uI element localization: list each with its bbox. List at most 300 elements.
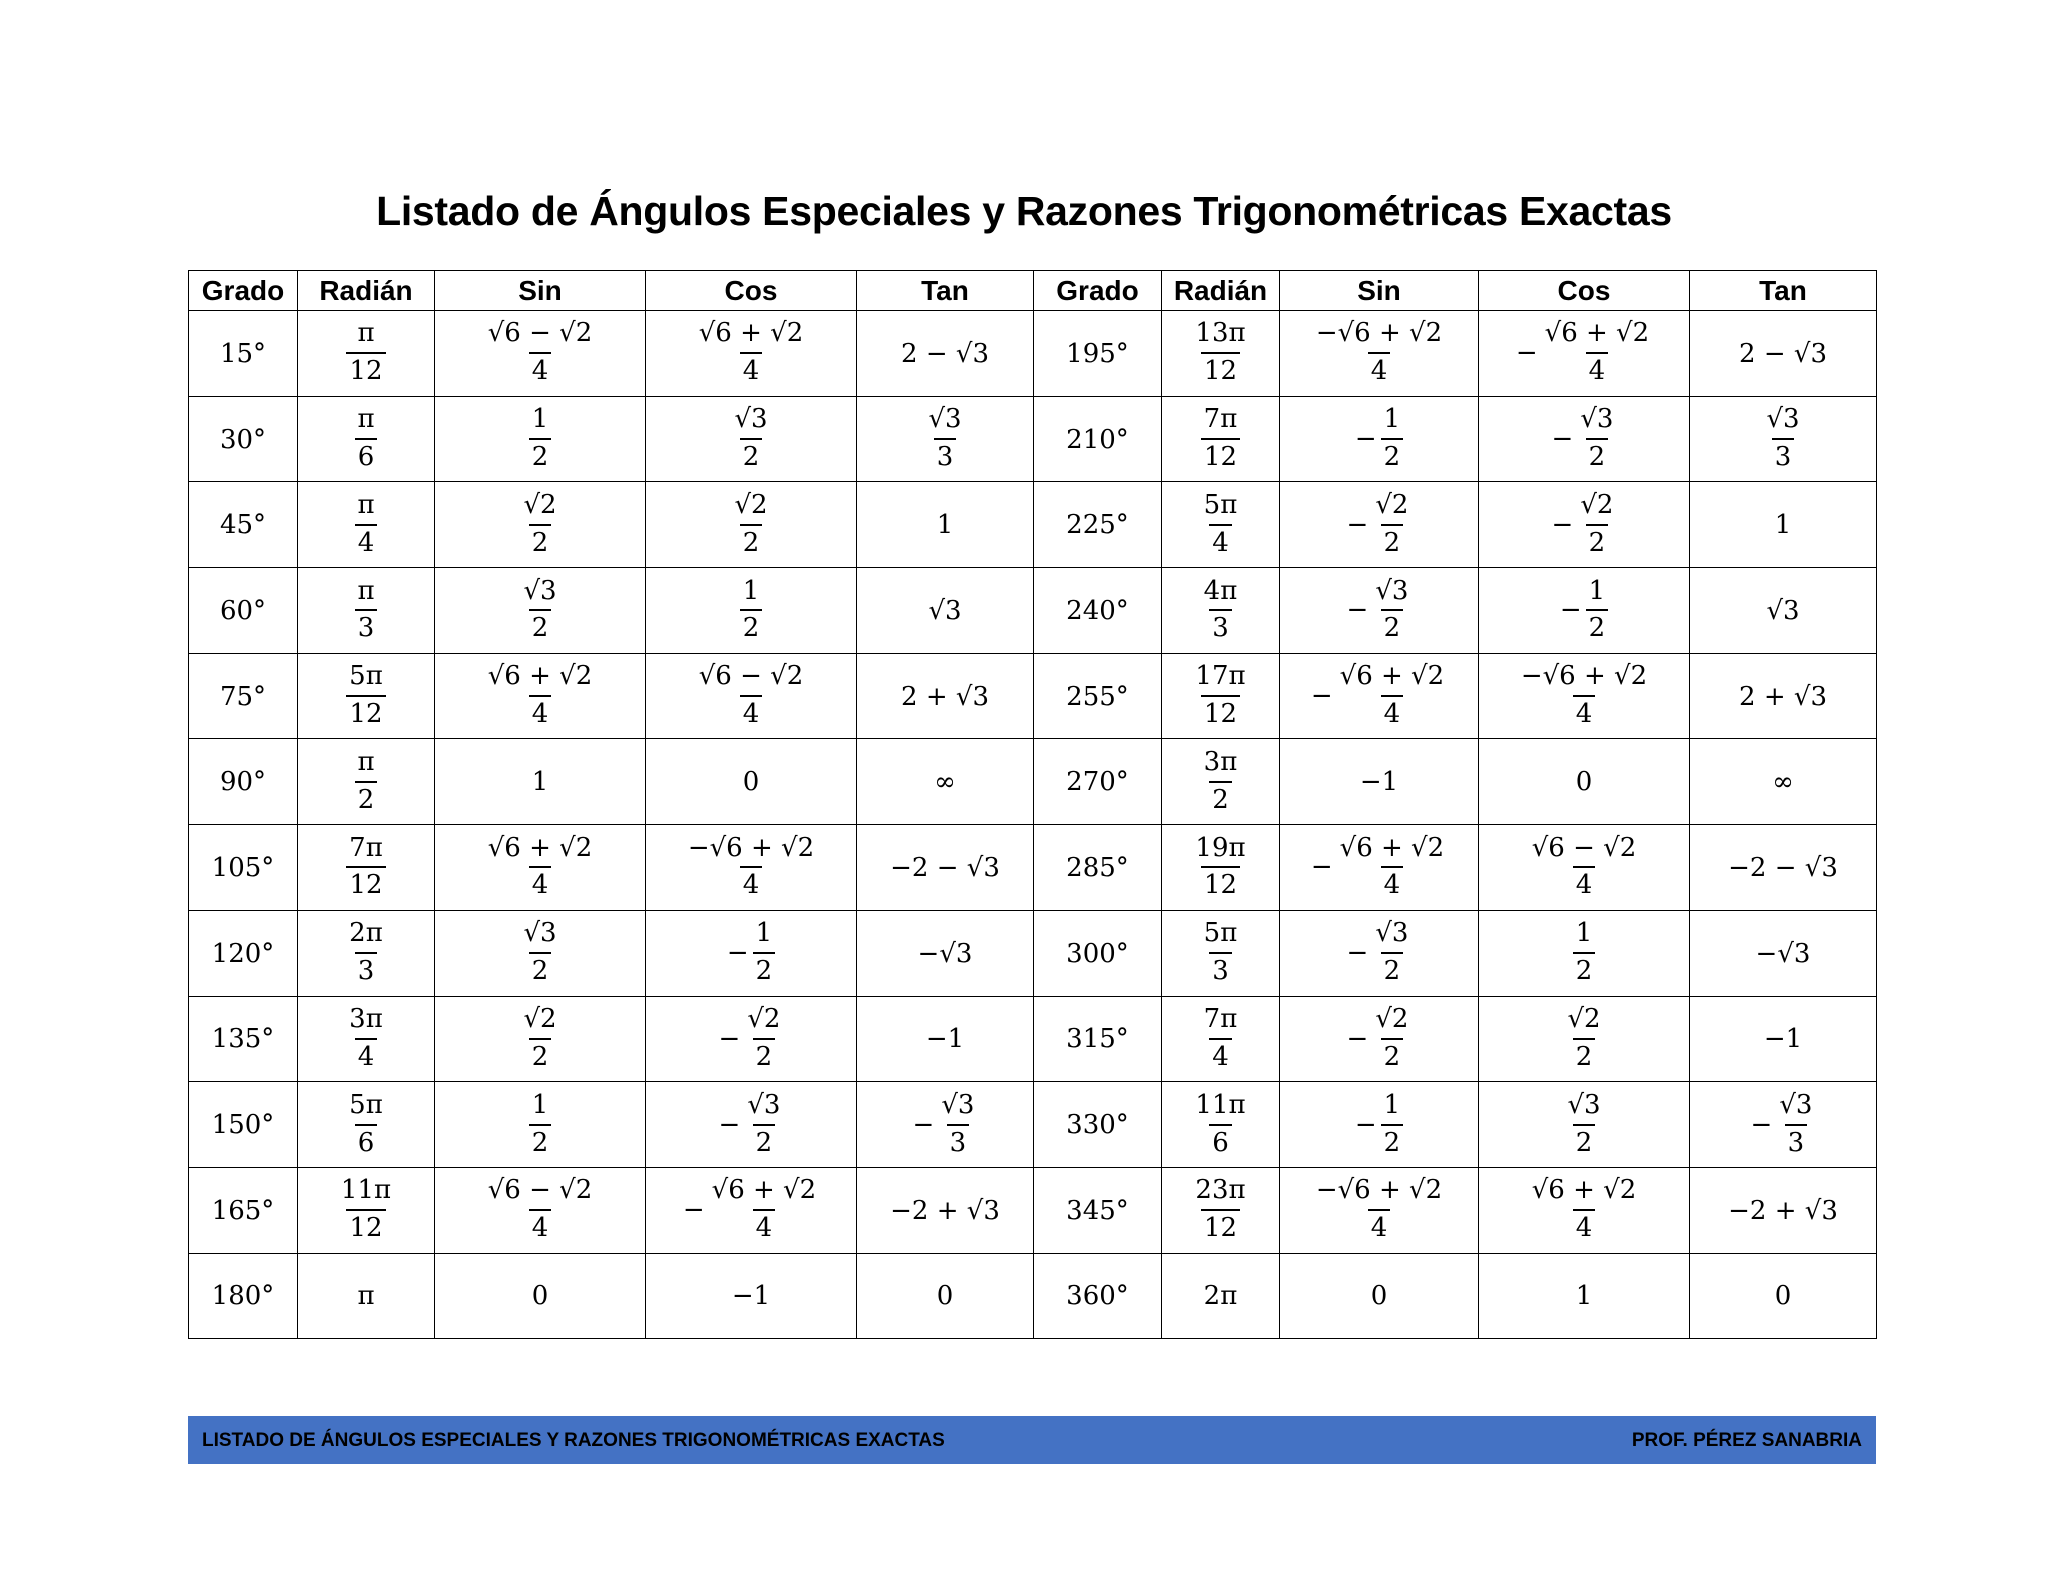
value-text: 120°: [211, 938, 275, 969]
cell-value: [346, 318, 385, 387]
denominator: 2: [529, 1124, 552, 1159]
cell-value: [212, 1280, 275, 1310]
fraction: [520, 491, 559, 559]
denominator: 6: [355, 438, 378, 473]
numerator: 1: [1588, 575, 1606, 606]
value-text: 0: [1370, 1281, 1388, 1312]
table-cell: [646, 996, 857, 1082]
value-text: 30°: [219, 424, 267, 455]
fraction: [354, 748, 377, 816]
table-cell: [1034, 910, 1162, 996]
numerator: √6 + √2: [1339, 661, 1445, 692]
fraction: [529, 1091, 552, 1159]
fraction: [520, 577, 559, 645]
numerator: 5π: [349, 1089, 383, 1120]
numerator: −√6 + √2: [1315, 318, 1443, 349]
denominator: 2: [1381, 1124, 1404, 1159]
cell-value: [912, 1089, 978, 1158]
denominator: 4: [529, 695, 552, 730]
cell-value: [1739, 681, 1827, 711]
numerator: √6 − √2: [487, 1175, 593, 1206]
cell-value: [1529, 832, 1640, 901]
table-cell: [1034, 739, 1162, 825]
cell-value: [726, 918, 775, 987]
cell-value: [529, 1089, 552, 1158]
denominator: 3: [934, 438, 957, 473]
denominator: 2: [529, 524, 552, 559]
minus-sign: −: [1346, 938, 1369, 969]
table-cell: [298, 1167, 435, 1253]
fraction: [346, 319, 385, 387]
denominator: 2: [753, 1038, 776, 1073]
denominator: 2: [1573, 952, 1596, 987]
fraction: [346, 1005, 386, 1073]
fraction: [1192, 834, 1248, 902]
cell-value: [682, 1175, 819, 1244]
table-cell: [857, 1082, 1034, 1168]
denominator: 2: [1573, 1124, 1596, 1159]
numerator: √6 + √2: [1531, 1175, 1637, 1206]
table-cell: [1690, 739, 1877, 825]
value-text: 2 − √3: [901, 338, 989, 369]
table-cell: [1479, 1167, 1690, 1253]
cell-value: [212, 1023, 275, 1053]
denominator: 2: [1381, 438, 1404, 473]
table-cell: [1479, 396, 1690, 482]
table-cell: [1479, 568, 1690, 654]
table-cell: [1162, 910, 1280, 996]
cell-value: [1066, 1280, 1129, 1310]
table-cell: [857, 396, 1034, 482]
page-title: Listado de Ángulos Especiales y Razones Trigonométricas Exactas: [376, 188, 1672, 234]
cell-value: [937, 1280, 954, 1310]
table-cell: [189, 568, 298, 654]
fraction: [1372, 1005, 1411, 1073]
fraction: [1372, 919, 1411, 987]
table-cell: [298, 739, 435, 825]
table-cell: [1162, 482, 1280, 568]
value-text: 210°: [1066, 424, 1129, 455]
table-cell: [646, 825, 857, 911]
header-cell: Cos: [646, 271, 857, 311]
cell-value: [1313, 318, 1445, 387]
cell-value: [354, 489, 377, 558]
denominator: 2: [1573, 1038, 1596, 1073]
denominator: 2: [753, 952, 776, 987]
table-cell: [189, 311, 298, 397]
value-text: 300°: [1066, 938, 1129, 969]
fraction: [1542, 319, 1653, 387]
cell-value: [1066, 338, 1129, 368]
cell-value: [1066, 1195, 1129, 1225]
table-cell: [857, 482, 1034, 568]
minus-sign: −: [718, 1109, 741, 1140]
table-cell: [1479, 739, 1690, 825]
denominator: 4: [1381, 866, 1404, 901]
fraction: [1577, 405, 1616, 473]
value-text: 0: [1774, 1281, 1792, 1312]
numerator: π: [357, 575, 375, 606]
fraction: [1586, 577, 1609, 645]
table-cell: [1280, 996, 1479, 1082]
fraction: [1337, 834, 1448, 902]
table-cell: [1034, 996, 1162, 1082]
cell-value: [354, 575, 377, 644]
cell-value: [1756, 938, 1811, 968]
cell-value: [485, 1175, 596, 1244]
table-cell: [1034, 825, 1162, 911]
numerator: √3: [734, 404, 768, 435]
fraction: [485, 1176, 596, 1244]
cell-value: [1573, 918, 1596, 987]
table-cell: [189, 1253, 298, 1339]
table-cell: [646, 568, 857, 654]
value-text: 315°: [1066, 1024, 1129, 1055]
header-cell: Radián: [1162, 271, 1280, 311]
fraction: [685, 834, 817, 902]
denominator: 2: [529, 609, 552, 644]
header-cell: Tan: [857, 271, 1034, 311]
table-cell: [1162, 311, 1280, 397]
cell-value: [1564, 1089, 1603, 1158]
fraction: [1313, 1176, 1445, 1244]
table-cell: [1280, 653, 1479, 739]
numerator: 3π: [1203, 746, 1238, 777]
table-cell: [435, 825, 646, 911]
numerator: 3π: [349, 1003, 383, 1034]
value-text: 15°: [219, 338, 267, 369]
cell-value: [718, 1089, 784, 1158]
denominator: 6: [355, 1124, 378, 1159]
fraction: [346, 1091, 386, 1159]
cell-value: [220, 424, 266, 454]
numerator: 13π: [1195, 318, 1246, 349]
cell-value: [1576, 1280, 1593, 1310]
value-text: 0: [1575, 767, 1593, 798]
numerator: 1: [1383, 404, 1401, 435]
table-cell: [857, 996, 1034, 1082]
table-cell: [1162, 1253, 1280, 1339]
table-row: [189, 1167, 1877, 1253]
table-cell: [435, 1082, 646, 1168]
numerator: 1: [1383, 1089, 1401, 1120]
cell-value: [934, 766, 956, 796]
numerator: √6 + √2: [487, 832, 593, 863]
cell-value: [1763, 404, 1802, 473]
table-cell: [1162, 396, 1280, 482]
table-cell: [1280, 910, 1479, 996]
fraction: [485, 834, 596, 902]
table-cell: [1034, 396, 1162, 482]
numerator: 1: [755, 918, 773, 949]
cell-value: [1066, 938, 1129, 968]
numerator: π: [357, 318, 375, 349]
cell-value: [1310, 661, 1447, 730]
cell-value: [520, 489, 559, 558]
fraction: [1192, 319, 1248, 387]
numerator: 1: [531, 1089, 549, 1120]
fraction: [731, 405, 770, 473]
table-cell: [1479, 653, 1690, 739]
denominator: 12: [346, 695, 385, 730]
cell-value: [1559, 575, 1608, 644]
table-cell: [1280, 396, 1479, 482]
fraction: [1381, 1091, 1404, 1159]
table-cell: [1034, 311, 1162, 397]
fraction: [338, 1176, 394, 1244]
cell-value: [354, 746, 377, 815]
numerator: √3: [1567, 1089, 1601, 1120]
table-cell: [298, 1253, 435, 1339]
table-cell: [1479, 311, 1690, 397]
fraction: [740, 577, 763, 645]
table-cell: [1280, 825, 1479, 911]
minus-sign: −: [1551, 509, 1574, 540]
denominator: 3: [1209, 952, 1232, 987]
table-cell: [646, 653, 857, 739]
table-cell: [1690, 482, 1877, 568]
cell-value: [1728, 852, 1838, 882]
minus-sign: −: [1346, 509, 1369, 540]
cell-value: [1310, 832, 1447, 901]
table-cell: [1280, 739, 1479, 825]
cell-value: [1066, 852, 1129, 882]
fraction: [1201, 577, 1241, 645]
cell-value: [1518, 661, 1650, 730]
minus-sign: −: [682, 1195, 705, 1226]
numerator: 19π: [1195, 832, 1246, 863]
cell-value: [1066, 509, 1129, 539]
minus-sign: −: [912, 1109, 935, 1140]
table-cell: [435, 1167, 646, 1253]
cell-value: [1066, 595, 1129, 625]
table-cell: [1280, 568, 1479, 654]
value-text: 360°: [1066, 1281, 1129, 1312]
fraction: [1192, 1091, 1248, 1159]
fraction: [1201, 491, 1241, 559]
numerator: √3: [523, 575, 557, 606]
fraction: [1529, 834, 1640, 902]
table-cell: [1034, 1253, 1162, 1339]
cell-value: [731, 489, 770, 558]
table-cell: [189, 1082, 298, 1168]
table-cell: [189, 1167, 298, 1253]
numerator: √6 + √2: [1544, 318, 1650, 349]
numerator: 5π: [1203, 918, 1238, 949]
value-text: √3: [928, 595, 962, 626]
cell-value: [212, 1195, 275, 1225]
value-text: −1: [1359, 767, 1399, 798]
table-body: [189, 311, 1877, 1339]
denominator: 4: [529, 1209, 552, 1244]
table-cell: [1690, 1253, 1877, 1339]
fraction: [1776, 1091, 1815, 1159]
cell-value: [1346, 1003, 1412, 1072]
cell-value: [532, 1280, 549, 1310]
value-text: 345°: [1066, 1195, 1129, 1226]
denominator: 2: [753, 1124, 776, 1159]
numerator: √3: [1580, 404, 1614, 435]
cell-value: [1354, 404, 1403, 473]
numerator: −√6 + √2: [1315, 1175, 1443, 1206]
table-cell: [1690, 910, 1877, 996]
table-cell: [1479, 996, 1690, 1082]
denominator: 4: [740, 695, 763, 730]
value-text: −√3: [917, 938, 973, 969]
denominator: 12: [346, 352, 385, 387]
value-text: √3: [1766, 595, 1800, 626]
table-cell: [1690, 396, 1877, 482]
cell-value: [890, 1195, 1000, 1225]
denominator: 4: [1209, 1038, 1232, 1073]
table-cell: [435, 1253, 646, 1339]
minus-sign: −: [1346, 595, 1369, 626]
table-cell: [298, 996, 435, 1082]
header-cell: Tan: [1690, 271, 1877, 311]
cell-value: [220, 595, 266, 625]
denominator: 4: [1586, 352, 1609, 387]
cell-value: [926, 1023, 964, 1053]
value-text: 330°: [1066, 1110, 1129, 1141]
value-text: 2 + √3: [1739, 681, 1827, 712]
table-cell: [189, 396, 298, 482]
fraction: [709, 1176, 820, 1244]
table-cell: [646, 396, 857, 482]
numerator: π: [357, 489, 375, 520]
value-text: 195°: [1066, 338, 1129, 369]
value-text: 0: [742, 767, 760, 798]
value-text: 45°: [219, 510, 267, 541]
table-cell: [298, 653, 435, 739]
table-cell: [1280, 1167, 1479, 1253]
numerator: −√6 + √2: [687, 832, 815, 863]
fraction: [1192, 662, 1248, 730]
value-text: 90°: [219, 767, 267, 798]
cell-value: [937, 509, 954, 539]
fraction: [1201, 405, 1241, 473]
numerator: √6 − √2: [698, 661, 804, 692]
table-cell: [1162, 825, 1280, 911]
numerator: √6 + √2: [698, 318, 804, 349]
table-cell: [646, 311, 857, 397]
cell-value: [212, 938, 275, 968]
table-cell: [1280, 482, 1479, 568]
fraction: [1192, 1176, 1248, 1244]
fraction: [354, 577, 377, 645]
value-text: 255°: [1066, 681, 1129, 712]
denominator: 2: [1381, 1038, 1404, 1073]
value-text: 1: [936, 510, 954, 541]
table-row: [189, 311, 1877, 397]
cell-value: [212, 852, 275, 882]
cell-value: [1346, 575, 1412, 644]
table-cell: [189, 482, 298, 568]
denominator: 4: [753, 1209, 776, 1244]
numerator: π: [357, 746, 375, 777]
value-text: π: [357, 1281, 375, 1312]
cell-value: [1066, 1109, 1129, 1139]
numerator: −√6 + √2: [1520, 661, 1648, 692]
table-cell: [1690, 653, 1877, 739]
fraction: [485, 662, 596, 730]
fraction: [1201, 748, 1241, 816]
cell-value: [1354, 1089, 1403, 1158]
cell-value: [354, 404, 377, 473]
table-cell: [189, 996, 298, 1082]
numerator: √3: [1375, 575, 1409, 606]
denominator: 4: [355, 1038, 378, 1073]
denominator: 12: [346, 866, 385, 901]
denominator: 3: [1209, 609, 1232, 644]
fraction: [1564, 1091, 1603, 1159]
table-cell: [1162, 996, 1280, 1082]
fraction: [925, 405, 964, 473]
cell-value: [1066, 766, 1129, 796]
denominator: 2: [740, 438, 763, 473]
table-cell: [1034, 1167, 1162, 1253]
table-row: [189, 482, 1877, 568]
fraction: [346, 662, 386, 730]
denominator: 12: [1201, 352, 1240, 387]
cell-value: [520, 575, 559, 644]
cell-value: [732, 1280, 770, 1310]
cell-value: [696, 318, 807, 387]
cell-value: [685, 832, 817, 901]
cell-value: [743, 766, 760, 796]
cell-value: [901, 681, 989, 711]
numerator: 1: [1575, 918, 1593, 949]
cell-value: [485, 832, 596, 901]
minus-sign: −: [1750, 1109, 1773, 1140]
fraction: [354, 491, 377, 559]
numerator: √3: [928, 404, 962, 435]
table-cell: [1162, 1082, 1280, 1168]
table-row: [189, 739, 1877, 825]
denominator: 12: [1201, 695, 1240, 730]
table-cell: [857, 311, 1034, 397]
cell-value: [1551, 404, 1617, 473]
table-cell: [646, 910, 857, 996]
fraction: [1201, 1005, 1241, 1073]
table-cell: [435, 910, 646, 996]
table-cell: [1280, 1082, 1479, 1168]
denominator: 4: [529, 352, 552, 387]
table-cell: [1690, 1167, 1877, 1253]
denominator: 12: [1201, 866, 1240, 901]
table-cell: [646, 1253, 857, 1339]
minus-sign: −: [1346, 1023, 1369, 1054]
numerator: 1: [531, 404, 549, 435]
numerator: √3: [1375, 918, 1409, 949]
fraction: [1573, 919, 1596, 987]
denominator: 2: [529, 952, 552, 987]
cell-value: [220, 338, 266, 368]
cell-value: [1564, 1003, 1603, 1072]
table-cell: [298, 1082, 435, 1168]
numerator: √2: [523, 489, 557, 520]
numerator: 5π: [1203, 489, 1238, 520]
numerator: √2: [1580, 489, 1614, 520]
table-cell: [298, 568, 435, 654]
value-text: 285°: [1066, 852, 1129, 883]
denominator: 2: [355, 781, 378, 816]
table-cell: [857, 568, 1034, 654]
numerator: 7π: [1203, 404, 1238, 435]
header-cell: Grado: [189, 271, 298, 311]
fraction: [744, 1005, 783, 1073]
numerator: 1: [742, 575, 760, 606]
denominator: 2: [1209, 781, 1232, 816]
